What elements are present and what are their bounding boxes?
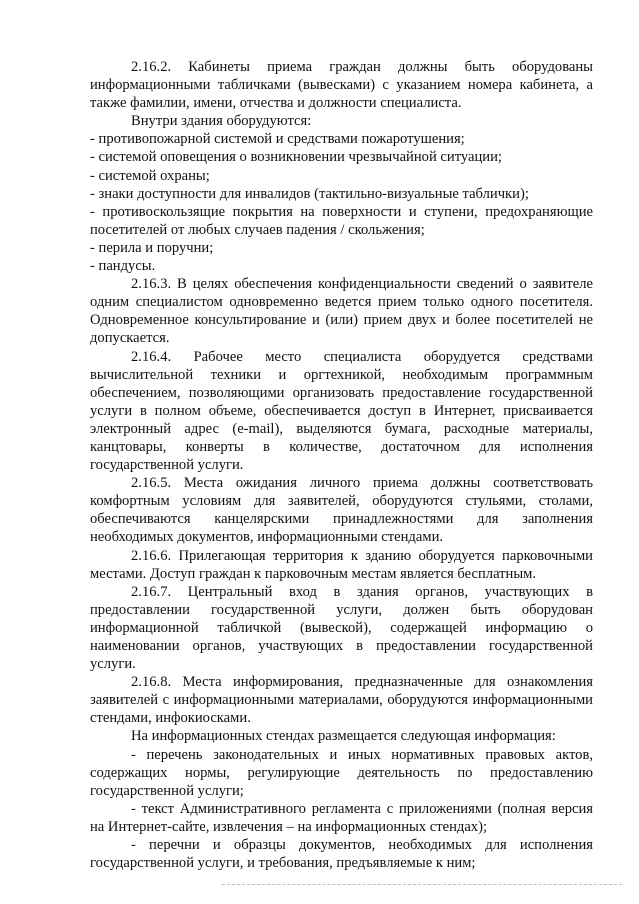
paragraph-2-16-8: 2.16.8. Места информирования, предназначенные для ознакомления заявителей с информационными материалами, оборудуются информационными стендами, инфокиосками. xyxy=(90,674,593,727)
document-page xyxy=(90,58,593,872)
info-stands-intro: На информационных стендах размещается следующая информация: xyxy=(131,728,556,745)
list-item-fire-system: - противопожарной системой и средствами пожаротушения; xyxy=(90,131,465,148)
list-item-regulation-text: - текст Административного регламента с приложениями (полная версия на Интернет-сайте, извлечения – на информационных стендах); xyxy=(90,800,593,835)
list-item-ramps: - пандусы. xyxy=(90,258,156,275)
inside-building-intro: Внутри здания оборудуются: xyxy=(131,113,312,130)
list-item-security-system: - системой охраны; xyxy=(90,167,210,184)
footer-divider xyxy=(222,884,622,885)
list-item-document-samples: - перечни и образцы документов, необходимых для исполнения государственной услуги, и требования, предъявляемые к ним; xyxy=(90,837,593,872)
paragraph-2-16-2: 2.16.2. Кабинеты приема граждан должны быть оборудованы информационными табличками (вывесками) с указанием номера кабинета, а также фамилии, имени, отчества и должности специалиста. xyxy=(90,59,593,112)
list-item-legal-acts: - перечень законодательных и иных нормативных правовых актов, содержащих нормы, регулирующие деятельность по предоставлению государственной услуги; xyxy=(90,746,593,799)
paragraph-2-16-5: 2.16.5. Места ожидания личного приема должны соответствовать комфортным условиям для заявителей, оборудуются стульями, столами, обеспечиваются канцелярскими принадлежностями для заполнения необходимых документов, информационными стендами. xyxy=(90,475,593,546)
paragraph-2-16-7: 2.16.7. Центральный вход в здания органов, участвующих в предоставлении государственной услуги, должен быть оборудован информационной табличкой (вывеской), содержащей информацию о наименовании органов, участвующих в предоставлении государственной услуги. xyxy=(90,583,593,673)
list-item-alert-system: - системой оповещения о возникновении чрезвычайной ситуации; xyxy=(90,149,502,166)
list-item-anti-slip: - противоскользящие покрытия на поверхности и ступени, предохраняющие посетителей от любых случаев падения / скольжения; xyxy=(90,203,593,238)
list-item-accessibility-signs: - знаки доступности для инвалидов (тактильно-визуальные таблички); xyxy=(90,185,529,202)
paragraph-2-16-4: 2.16.4. Рабочее место специалиста оборудуется средствами вычислительной техники и оргтехникой, необходимым программным обеспечением, позволяющими организовать предоставление государственной услуги в полном объеме, обеспечивается доступ в Интернет, присваивается электронный адрес (e-mail), выделяются бумага, расходные материалы, канцтовары, конверты в количестве, достаточном для исполнения государственной услуги. xyxy=(90,348,593,474)
paragraph-2-16-6: 2.16.6. Прилегающая территория к зданию оборудуется парковочными местами. Доступ граждан к парковочным местам является бесплатным. xyxy=(90,547,593,582)
list-item-railings: - перила и поручни; xyxy=(90,239,214,256)
paragraph-2-16-3: 2.16.3. В целях обеспечения конфиденциальности сведений о заявителе одним специалистом одновременно ведется прием только одного посетителя. Одновременное консультирование и (или) прием двух и более посетителей не допускается. xyxy=(90,276,593,347)
